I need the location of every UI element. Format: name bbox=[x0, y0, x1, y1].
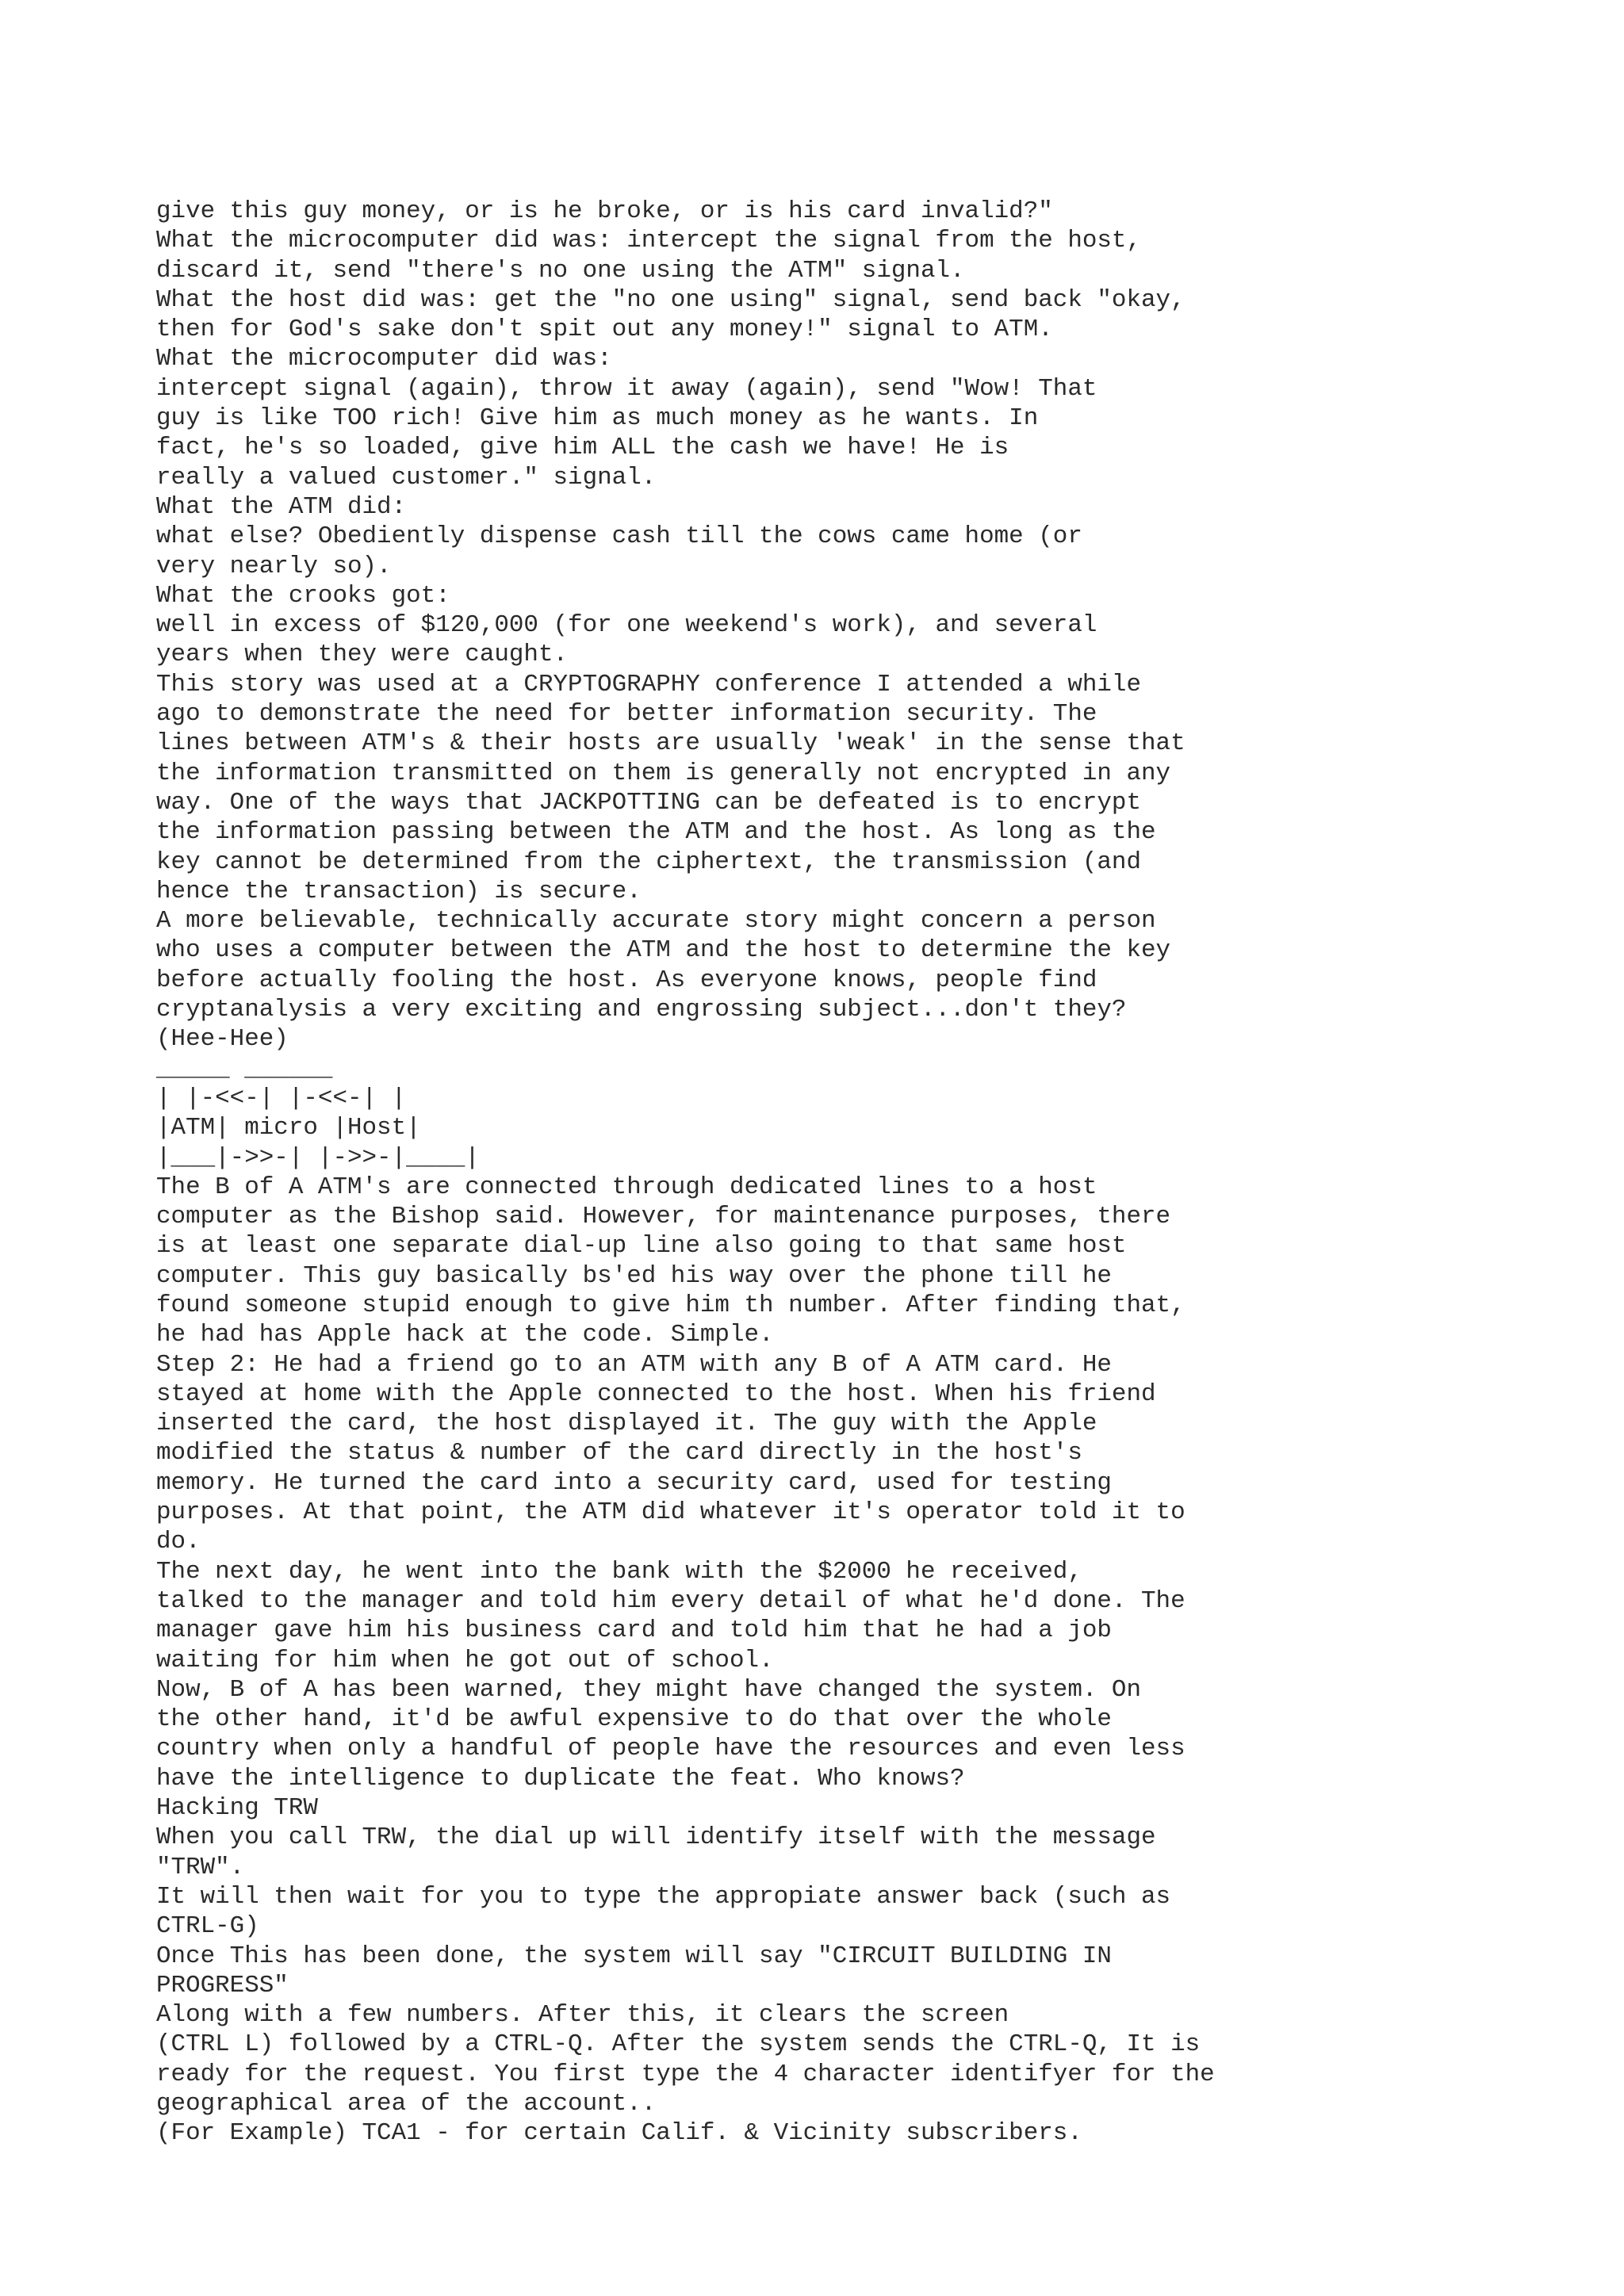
text-line: then for God's sake don't spit out any money!" signal to ATM. bbox=[156, 316, 1053, 344]
text-line: cryptanalysis a very exciting and engrossing subject...don't they? bbox=[156, 996, 1127, 1024]
text-line: inserted the card, the host displayed it. The guy with the Apple bbox=[156, 1410, 1097, 1438]
text-line: memory. He turned the card into a security card, used for testing bbox=[156, 1468, 1112, 1497]
text-line: What the ATM did: bbox=[156, 492, 407, 521]
text-line: he had has Apple hack at the code. Simple. bbox=[156, 1321, 774, 1349]
text-line: before actually fooling the host. As everyone knows, people find bbox=[156, 966, 1097, 994]
text-line: computer as the Bishop said. However, for maintenance purposes, there bbox=[156, 1203, 1171, 1231]
text-line: What the crooks got: bbox=[156, 581, 450, 610]
section-heading: Hacking TRW bbox=[156, 1794, 318, 1823]
text-line: (Hee-Hee) bbox=[156, 1025, 289, 1054]
text-line: A more believable, technically accurate story might concern a person bbox=[156, 907, 1156, 936]
text-line: What the microcomputer did was: intercept the signal from the host, bbox=[156, 227, 1142, 255]
text-line: What the microcomputer did was: bbox=[156, 345, 612, 373]
text-line: well in excess of $120,000 (for one weekend's work), and several bbox=[156, 611, 1097, 640]
text-line: hence the transaction) is secure. bbox=[156, 877, 642, 905]
text-line: modified the status & number of the card directly in the host's bbox=[156, 1439, 1082, 1468]
ascii-diagram-line: _____ ______ bbox=[156, 1054, 333, 1083]
text-line: ago to demonstrate the need for better information security. The bbox=[156, 700, 1097, 729]
text-line: the other hand, it'd be awful expensive to do that over the whole bbox=[156, 1705, 1112, 1734]
text-line: PROGRESS" bbox=[156, 1971, 289, 1999]
text-line: who uses a computer between the ATM and the host to determine the key bbox=[156, 936, 1171, 965]
text-line: ready for the request. You first type the 4 character identifyer for the bbox=[156, 2060, 1215, 2088]
text-line: purposes. At that point, the ATM did whatever it's operator told it to bbox=[156, 1498, 1185, 1527]
text-line: (CTRL L) followed by a CTRL-Q. After the system sends the CTRL-Q, It is bbox=[156, 2030, 1201, 2059]
text-line: the information passing between the ATM and the host. As long as the bbox=[156, 818, 1156, 847]
text-line: years when they were caught. bbox=[156, 641, 569, 669]
text-line: the information transmitted on them is generally not encrypted in any bbox=[156, 759, 1171, 787]
ascii-diagram-line: |ATM| micro |Host| bbox=[156, 1114, 421, 1142]
ascii-diagram-line: |___|->>-| |->>-|____| bbox=[156, 1143, 480, 1172]
text-line: It will then wait for you to type the appropiate answer back (such as bbox=[156, 1882, 1171, 1911]
text-line: really a valued customer." signal. bbox=[156, 463, 657, 492]
text-line: What the host did was: get the "no one using" signal, send back "okay, bbox=[156, 285, 1185, 314]
text-line: guy is like TOO rich! Give him as much money as he wants. In bbox=[156, 404, 1039, 433]
text-line: key cannot be determined from the ciphertext, the transmission (and bbox=[156, 848, 1142, 876]
text-line: Along with a few numbers. After this, it clears the screen bbox=[156, 2001, 1009, 2030]
text-line: manager gave him his business card and told him that he had a job bbox=[156, 1617, 1112, 1645]
text-line: do. bbox=[156, 1528, 201, 1556]
text-line: CTRL-G) bbox=[156, 1912, 259, 1941]
text-line: Once This has been done, the system will say "CIRCUIT BUILDING IN bbox=[156, 1942, 1112, 1970]
text-line: have the intelligence to duplicate the feat. Who knows? bbox=[156, 1764, 965, 1793]
text-line: Step 2: He had a friend go to an ATM with any B of A ATM card. He bbox=[156, 1350, 1112, 1379]
text-line: When you call TRW, the dial up will identify itself with the message bbox=[156, 1823, 1156, 1852]
text-line: (For Example) TCA1 - for certain Calif. & Vicinity subscribers. bbox=[156, 2119, 1082, 2148]
text-line: what else? Obediently dispense cash till the cows came home (or bbox=[156, 522, 1082, 551]
text-line: waiting for him when he got out of school. bbox=[156, 1646, 774, 1674]
text-line: "TRW". bbox=[156, 1853, 245, 1881]
text-line: is at least one separate dial-up line also going to that same host bbox=[156, 1232, 1127, 1261]
document-body bbox=[156, 197, 1584, 2149]
text-line: talked to the manager and told him every detail of what he'd done. The bbox=[156, 1586, 1185, 1615]
ascii-diagram-line: | |-<<-| |-<<-| | bbox=[156, 1084, 407, 1112]
text-line: intercept signal (again), throw it away (again), send "Wow! That bbox=[156, 374, 1097, 403]
text-line: stayed at home with the Apple connected to the host. When his friend bbox=[156, 1380, 1156, 1408]
text-line: lines between ATM's & their hosts are usually 'weak' in the sense that bbox=[156, 729, 1185, 758]
text-line: The next day, he went into the bank with the $2000 he received, bbox=[156, 1557, 1082, 1586]
text-line: geographical area of the account.. bbox=[156, 2090, 657, 2118]
text-line: discard it, send "there's no one using the ATM" signal. bbox=[156, 256, 965, 285]
text-line: way. One of the ways that JACKPOTTING can be defeated is to encrypt bbox=[156, 788, 1142, 817]
text-line: computer. This guy basically bs'ed his way over the phone till he bbox=[156, 1261, 1112, 1290]
text-line: The B of A ATM's are connected through dedicated lines to a host bbox=[156, 1173, 1097, 1201]
text-line: very nearly so). bbox=[156, 552, 392, 580]
text-line: give this guy money, or is he broke, or is his card invalid?" bbox=[156, 197, 1053, 225]
text-line: fact, he's so loaded, give him ALL the cash we have! He is bbox=[156, 434, 1009, 462]
text-line: This story was used at a CRYPTOGRAPHY conference I attended a while bbox=[156, 670, 1142, 698]
text-line: country when only a handful of people have the resources and even less bbox=[156, 1735, 1185, 1763]
text-line: found someone stupid enough to give him th number. After finding that, bbox=[156, 1291, 1185, 1319]
text-line: Now, B of A has been warned, they might have changed the system. On bbox=[156, 1675, 1142, 1704]
